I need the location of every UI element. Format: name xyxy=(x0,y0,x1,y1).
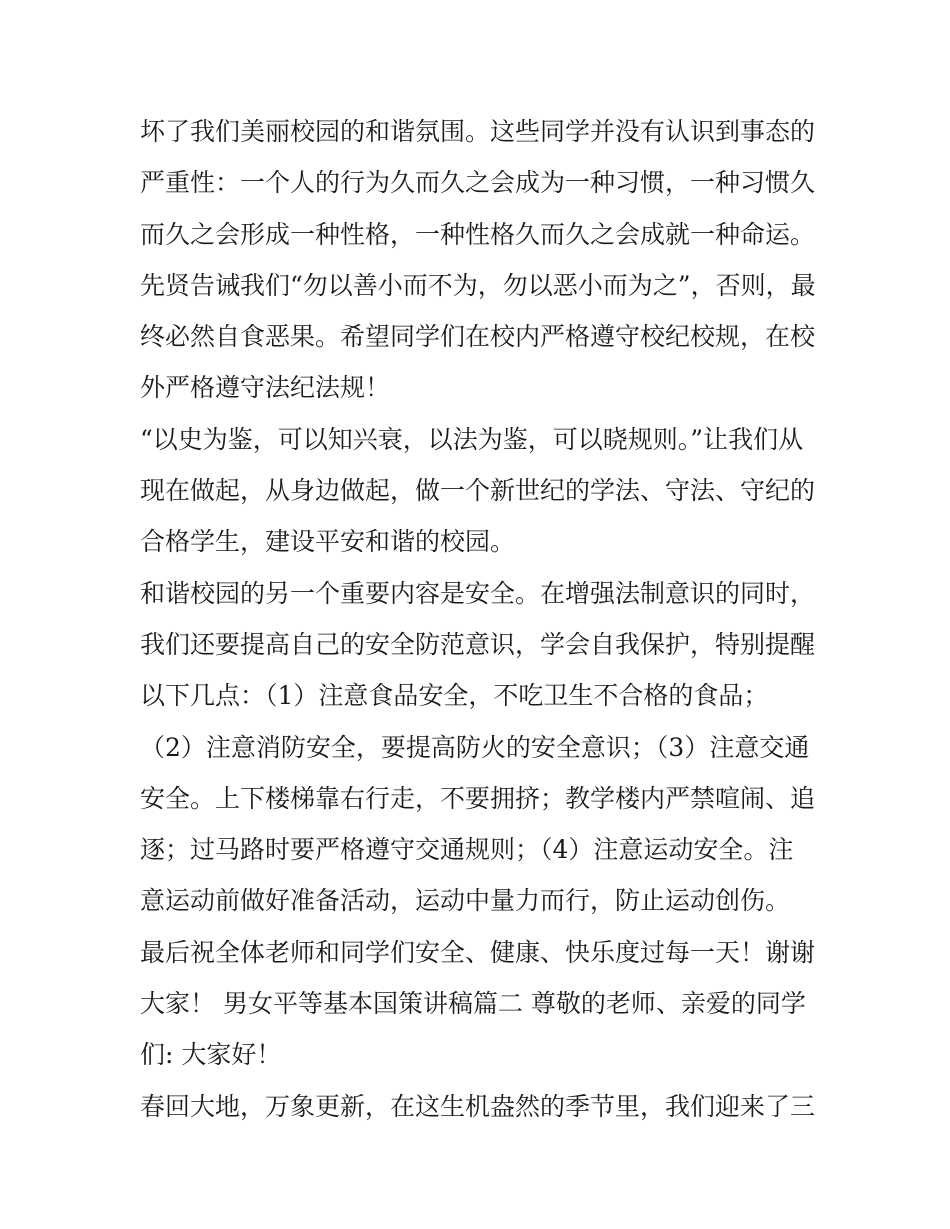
text-line: 坏了我们美丽校园的和谐氛围。这些同学并没有认识到事态的 xyxy=(140,117,816,146)
text-line: （2）注意消防安全，要提高防火的安全意识；（3）注意交通 xyxy=(140,732,810,762)
text-line: 严重性：一个人的行为久而久之会成为一种习惯，一种习惯久 xyxy=(140,168,816,198)
text-line: 最后祝全体老师和同学们安全、健康、快乐度过每一天！谢谢 xyxy=(140,937,816,967)
text-line: 终必然自食恶果。希望同学们在校内严格遵守校纪校规，在校 xyxy=(140,322,816,352)
text-line: 而久之会形成一种性格，一种性格久而久之会成就一种命运。 xyxy=(140,219,816,249)
text-line: 春回大地，万象更新，在这生机盎然的季节里，我们迎来了三 xyxy=(140,1091,816,1121)
text-line: 我们还要提高自己的安全防范意识，学会自我保护，特别提醒 xyxy=(140,629,816,659)
text-line: 安全。上下楼梯靠右行走，不要拥挤；教学楼内严禁喧闹、追 xyxy=(140,783,816,813)
text-line: 意运动前做好准备活动，运动中量力而行，防止运动创伤。 xyxy=(140,886,791,916)
text-line: 合格学生，建设平安和谐的校园。 xyxy=(140,527,516,557)
text-line: 外严格遵守法纪法规！ xyxy=(140,373,391,403)
text-line: 大家！ 男女平等基本国策讲稿篇二 尊敬的老师、亲爱的同学 xyxy=(140,989,806,1019)
text-line: 和谐校园的另一个重要内容是安全。在增强法制意识的同时， xyxy=(140,578,816,608)
text-line: 们: 大家好！ xyxy=(140,1040,282,1070)
text-line: 逐；过马路时要严格遵守交通规则；（4）注意运动安全。注 xyxy=(140,835,794,865)
text-line: 现在做起，从身边做起，做一个新世纪的学法、守法、守纪的 xyxy=(140,476,816,506)
document-body xyxy=(140,106,820,1132)
text-line: “以史为鉴，可以知兴衰，以法为鉴，可以晓规则。”让我们从 xyxy=(140,424,804,454)
text-line: 以下几点：（1）注意食品安全，不吃卫生不合格的食品； xyxy=(140,681,769,711)
text-line: 先贤告诫我们“勿以善小而不为，勿以恶小而为之”，否则，最 xyxy=(140,270,816,300)
